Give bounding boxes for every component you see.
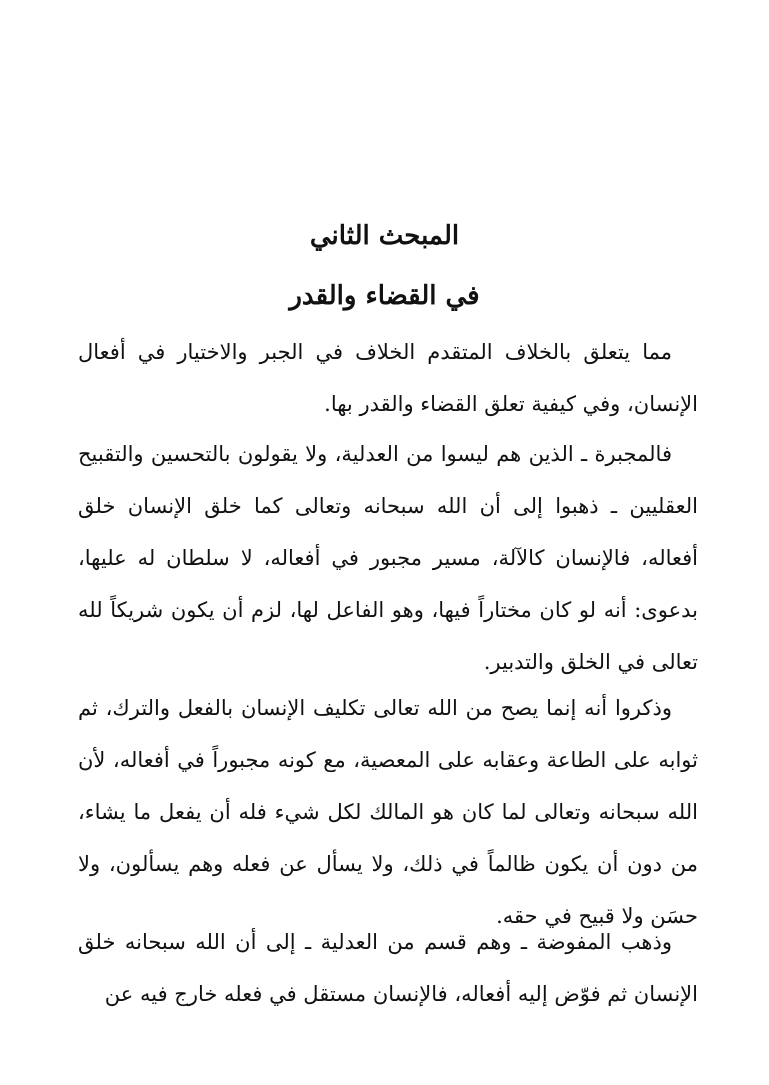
paragraph-2 [78, 428, 698, 688]
paragraph-3 [78, 682, 698, 942]
paragraph-1-text: مما يتعلق بالخلاف المتقدم الخلاف في الجبر والاختيار في أفعال الإنسان، وفي كيفية تعلق القضاء والقدر بها. [78, 340, 698, 416]
paragraph-1 [78, 326, 698, 430]
section-title: المبحث الثاني [309, 221, 460, 251]
paragraph-4-text: وذهب المفوضة ـ وهم قسم من العدلية ـ إلى أن الله سبحانه خلق الإنسان ثم فوّض إليه أفعاله، فالإنسان مستقل في فعله خارج فيه عن [78, 930, 698, 1006]
paragraph-2-text: فالمجبرة ـ الذين هم ليسوا من العدلية، ولا يقولون بالتحسين والتقبيح العقليين ـ ذهبوا إلى أن الله سبحانه وتعالى كما خلق الإنسان خلق أفعاله، فالإنسان كالآلة، مسير مجبور في أفعاله، لا سلطان له عليها، بدعوى: أنه لو كان مختاراً فيها، وهو الفاعل لها، لزم أن يكون شريكاً لله تعالى في الخلق والتدبير. [78, 442, 698, 674]
section-subtitle: في القضاء والقدر [289, 281, 480, 311]
paragraph-3-text: وذكروا أنه إنما يصح من الله تعالى تكليف الإنسان بالفعل والترك، ثم ثوابه على الطاعة وعقابه على المعصية، مع كونه مجبوراً في أفعاله، لأن الله سبحانه وتعالى لما كان هو المالك لكل شيء فله أن يفعل ما يشاء، من دون أن يكون ظالماً في ذلك، ولا يسأل عن فعله وهم يسألون، ولا حسَن ولا قبيح في حقه. [78, 696, 698, 928]
paragraph-4 [78, 916, 698, 1020]
